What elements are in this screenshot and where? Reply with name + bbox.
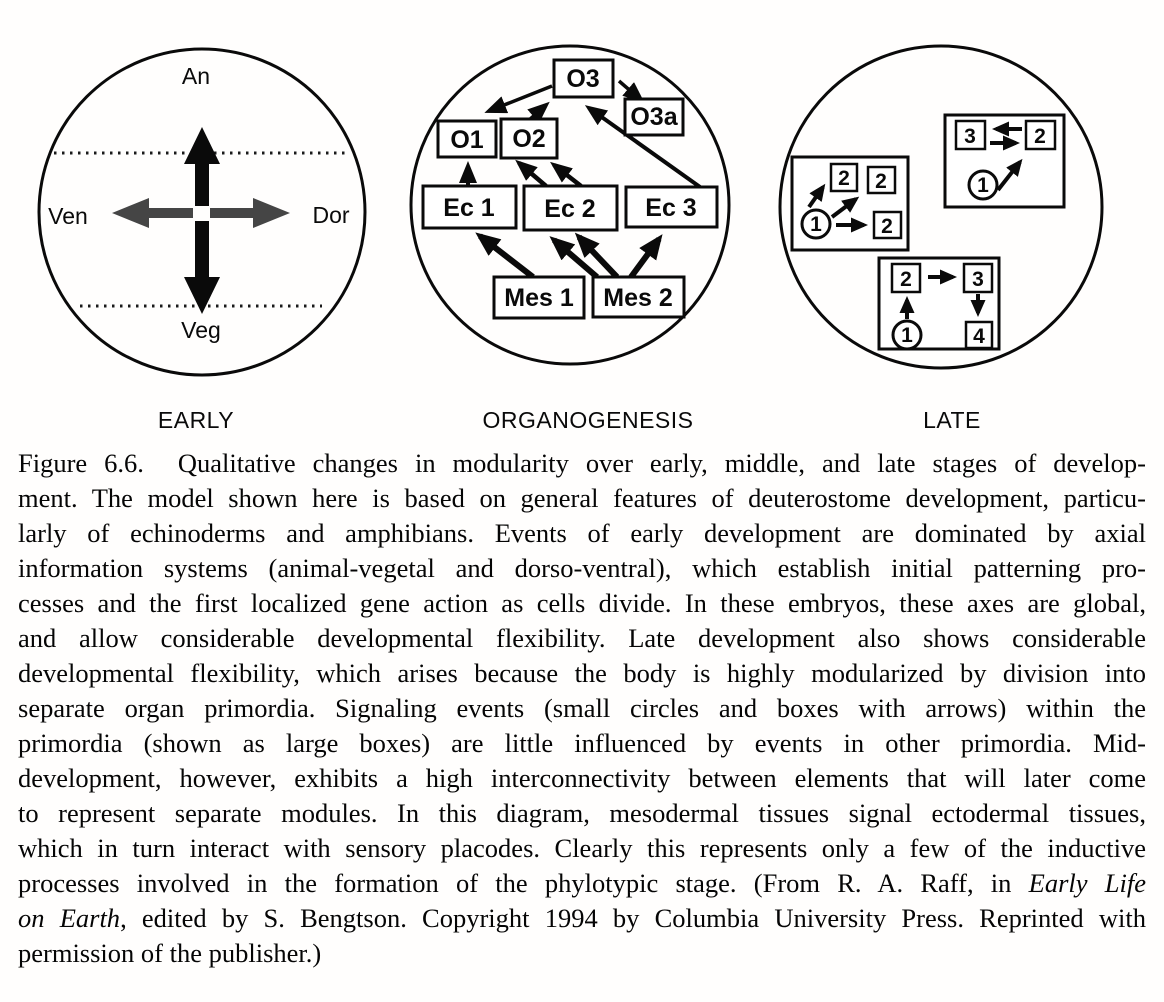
primordium-module-top-right — [945, 115, 1064, 207]
o3-label: O3 — [566, 65, 600, 93]
axis-arrow-right — [210, 198, 290, 228]
caption-line: development, however, exhibits a high interconnectivity between elements that will later come — [18, 763, 1146, 793]
o1-label: O1 — [450, 126, 484, 154]
vegetal-pole-label: Veg — [181, 317, 221, 343]
figure-diagram — [0, 0, 1164, 445]
caption-line: to represent separate modules. In this diagram, mesodermal tissues signal ectodermal tissues, — [18, 798, 1146, 828]
stage-label-late: LATE — [923, 407, 981, 433]
caption-line — [18, 901, 1146, 936]
caption-line: which in turn interact with sensory placodes. Clearly this represents only a few of the inductive — [18, 833, 1146, 863]
ec1-label: Ec 1 — [443, 194, 495, 222]
o3a-label: O3a — [630, 103, 678, 131]
element-3-label: 3 — [964, 125, 976, 148]
axis-arrow-up — [184, 127, 220, 206]
element-2b-label: 2 — [875, 170, 887, 193]
arrow-ec2-to-o2-first — [519, 163, 546, 186]
caption-line: developmental flexibility, which arises because the body is highly modularized by division into — [18, 658, 1146, 688]
circle-1-label: 1 — [977, 174, 989, 197]
caption-line: Figure 6.6. Qualitative changes in modularity over early, middle, and late stages of develop- — [18, 448, 1146, 478]
figure-caption — [18, 446, 1146, 971]
element-2c-label: 2 — [881, 215, 893, 238]
arrow-o3-to-o3a — [619, 81, 641, 100]
element-2a-label: 2 — [838, 167, 850, 190]
caption-text: processes involved in the formation of the phylotypic stage. (From R. A. Raff, in — [18, 868, 1029, 898]
caption-line — [18, 866, 1146, 901]
organogenesis-diagram — [411, 46, 729, 364]
mes1-label: Mes 1 — [504, 284, 574, 312]
circle-1-label: 1 — [901, 324, 913, 347]
mes2-label: Mes 2 — [603, 284, 673, 312]
arrow-mes1-to-ec1 — [480, 236, 533, 277]
caption-line: separate organ primordia. Signaling events (small circles and boxes with arrows) within the — [18, 693, 1146, 723]
ec3-label: Ec 3 — [645, 194, 697, 222]
animal-pole-label: An — [181, 63, 211, 89]
arrow-ec2-to-o2-second — [554, 165, 581, 186]
caption-text: , edited by S. Bengtson. Copyright 1994 by Columbia University Press. Reprinted with — [120, 903, 1146, 933]
caption-line: and allow considerable developmental flexibility. Late development also shows considerable — [18, 623, 1146, 653]
dorsal-label: Dor — [312, 202, 350, 228]
element-3-label: 3 — [972, 268, 984, 291]
late-embryo-diagram — [780, 46, 1102, 368]
ventral-label: Ven — [48, 203, 88, 229]
caption-book-title-italic: on Earth — [18, 903, 121, 933]
caption-line: information systems (animal-vegetal and dorso-ventral), which establish initial patterning pro- — [18, 553, 1146, 583]
axis-arrow-down — [184, 221, 220, 314]
axis-arrow-left — [112, 198, 193, 228]
circle-1-label: 1 — [810, 213, 822, 236]
primordium-module-bottom — [879, 258, 999, 349]
element-2-label: 2 — [1034, 125, 1046, 148]
arrow-mes2-to-ec2-second — [579, 237, 617, 277]
element-2-label: 2 — [900, 268, 912, 291]
caption-line: larly of echinoderms and amphibians. Events of early development are dominated by axial — [18, 518, 1146, 548]
caption-line: cesses and the first localized gene action as cells divide. In these embryos, these axes are global, — [18, 588, 1146, 618]
arrow-mes2-to-ec3 — [631, 239, 659, 277]
caption-line: primordia (shown as large boxes) are little influenced by events in other primordia. Mid- — [18, 728, 1146, 758]
stage-label-organogenesis: ORGANOGENESIS — [482, 407, 694, 433]
primordium-module-left — [792, 157, 908, 250]
early-embryo-diagram — [39, 49, 365, 375]
stage-label-early: EARLY — [157, 407, 235, 433]
caption-line: permission of the publisher.) — [18, 938, 322, 968]
caption-book-title-italic: Early Life — [1028, 868, 1146, 898]
ec2-label: Ec 2 — [544, 195, 596, 223]
element-4-label: 4 — [973, 325, 985, 348]
caption-line: ment. The model shown here is based on general features of deuterostome development, particu- — [18, 483, 1146, 513]
o2-label: O2 — [512, 125, 546, 153]
